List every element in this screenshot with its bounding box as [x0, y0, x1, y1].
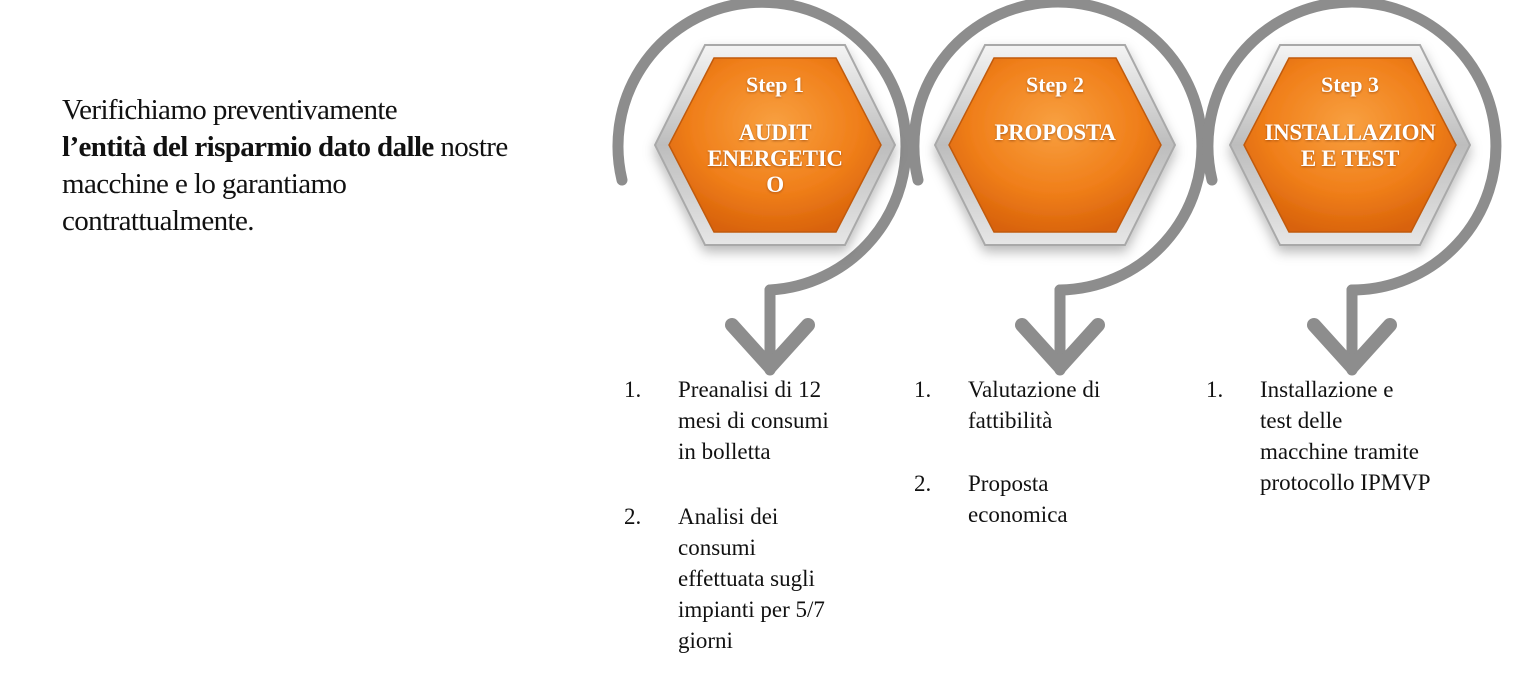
- list-item-line: Preanalisi di 12: [678, 377, 822, 402]
- list-item-line: economica: [968, 502, 1068, 527]
- step-2-name-line-1: PROPOSTA: [994, 120, 1116, 145]
- step-2-title: Step 2: [1025, 72, 1085, 97]
- list-item-number: 1.: [914, 377, 932, 402]
- list-item-number: 1.: [1206, 377, 1224, 402]
- list-item-line: protocollo IPMVP: [1260, 470, 1431, 495]
- intro-line-2-rest: nostre: [433, 131, 508, 163]
- list-item-line: giorni: [678, 628, 733, 653]
- list-item-number: 2.: [914, 471, 932, 496]
- list-item-line: Installazione e: [1260, 377, 1394, 402]
- intro-line-1: Verifichiamo preventivamente: [62, 94, 398, 126]
- list-item: [1206, 374, 1506, 498]
- step-1-list: [624, 374, 914, 675]
- step-2-label: [935, 72, 1175, 146]
- step-3-list: [1206, 374, 1506, 517]
- step-3-name-line-1: INSTALLAZION: [1264, 120, 1436, 145]
- list-item-line: macchine tramite: [1260, 439, 1420, 464]
- step-1-name-line-1: AUDIT: [738, 120, 812, 145]
- list-item-line: test delle: [1260, 408, 1343, 433]
- list-item: [914, 374, 1174, 436]
- step-1-name-line-2: ENERGETIC: [707, 146, 843, 171]
- list-item-number: 1.: [624, 377, 642, 402]
- step-3-title: Step 3: [1320, 72, 1380, 97]
- list-item-line: impianti per 5/7: [678, 597, 825, 622]
- list-item-line: effettuata sugli: [678, 566, 815, 591]
- step-3-name-line-2: E E TEST: [1300, 146, 1400, 171]
- list-item: [624, 374, 914, 467]
- intro-emphasis: l’entità del risparmio dato dalle: [62, 131, 434, 163]
- list-item-line: consumi: [678, 535, 756, 560]
- step-1-title: Step 1: [745, 72, 805, 97]
- intro-line-4: contrattualmente.: [62, 205, 254, 237]
- list-item-line: fattibilità: [968, 408, 1053, 433]
- list-item-line: mesi di consumi: [678, 408, 829, 433]
- list-item-line: Analisi dei: [678, 504, 779, 529]
- list-item-line: Valutazione di: [968, 377, 1101, 402]
- step-2-list: [914, 374, 1174, 549]
- intro-line-3: macchine e lo garantiamo: [62, 168, 347, 200]
- step-3-label: [1230, 72, 1470, 172]
- list-item: [914, 468, 1174, 530]
- list-item: [624, 501, 914, 656]
- list-item-line: in bolletta: [678, 439, 771, 464]
- step-1-name-line-3: O: [766, 172, 784, 197]
- list-item-line: Proposta: [968, 471, 1049, 496]
- list-item-number: 2.: [624, 504, 642, 529]
- step-1-label: [655, 72, 895, 198]
